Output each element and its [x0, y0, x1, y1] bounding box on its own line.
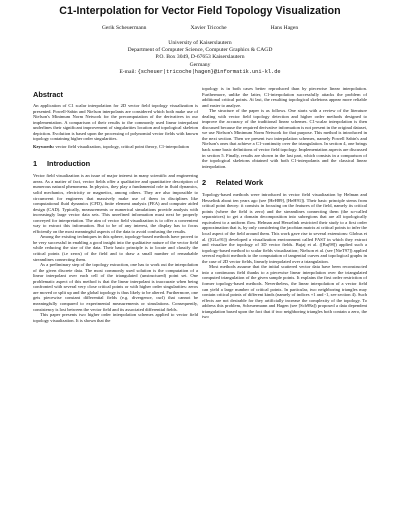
affiliation-address: P.O. Box 3049, D-67653 Kaiserslautern: [155, 54, 245, 61]
section-heading-introduction: [33, 159, 198, 168]
section-number: 1: [33, 159, 38, 169]
email-label: E-mail:: [119, 68, 137, 75]
affiliation-department: Department of Computer Science, Computer Graphics & CAGD: [127, 47, 273, 54]
paragraph: The structure of the paper is as follows. One starts with a review of the literature dealing with vector field topology detection and higher order methods designed to improve the accuracy of the traditional linear schemes. C1-scalar interpolation is then discussed because the required derivative information is not present in the original dataset, we use Nielson's Minimum Norm Network for that purpose. This method is introduced in the next section. Then we present two interpolation schemes, namely Powell Sabin's and Nielson's ones that achieve a C1-continuity over the triangulation. In section 4, one brings back some basic definitions of vector field topology. Implementation aspects are discussed in section 5. Finally, results are shown in the last part, which consists in a comparison of the topological skeletons obtained with both C1-interpolants and the classical linear interpolation.: [202, 108, 367, 169]
paragraph: Topology-based methods were introduced in vector field visualization by Helman and Hesselink about ten years ago (see [HeH89], [HeH91]). Their basic principle stems from critical point theory: it consists in focusing on the features of the field, namely its critical points (where the field is zero) and the streamlines connecting them (the so-called separatrices) to get a domain decomposition into subregions that are all topologically equivalent to a uniform flow. Helman and Hesselink restricted their study to a first order approximation that is, by only considering the jacobian matrix at critical points to infer the local aspect of the field around them. This work gave rise to several extensions: Globus et al. ([GLo91]) developed a visualization environment called FAST in which they extract and visualize the topology of 3D vector fields. Bujaj et al. ([Buj98]) applied such a topology-based method to scalar fields visualization; Nielson et al. (see [NieT97]) applied several explicit methods to the computation of tangential curves and topological graphs in the case of 2D vector fields, linearly interpolated over a triangulation.: [202, 192, 367, 264]
left-column: [33, 90, 198, 323]
related-work-body: [202, 192, 367, 320]
right-column: [202, 86, 367, 320]
paragraph: topology is in both cases better reproduced than by piecewise linear interpolation. Furthermore, unlike the latter, C1-interpolation successfully attacks the problem of additional critical points. At last, the resulting topological skeletons appear more reliable and easier to analyze.: [202, 86, 367, 108]
keywords-label: Keywords:: [33, 143, 55, 149]
keywords-line: [33, 144, 198, 150]
email-address: {scheuer|tricoche|hagen}@informatik.uni-kl.de: [137, 68, 281, 75]
affiliation-university: University of Kaiserslautern: [168, 40, 232, 46]
affiliation-country: Germany: [189, 61, 211, 68]
section-title: Introduction: [47, 159, 91, 169]
abstract-text: An application of C1 scalar interpolation for 2D vector field topology visualization is presented. Powell-Sabin and Nielson interpolants are considered which both make use of Nielson's Minimum Norm Network for the precomputation of the derivatives in our implementation. A comparison of their results to the commonly used linear interpolant underlines their significant improvement of singularities location and topological skeleton depiction. Evolution is based upon the processing of polynomial vector fields with known topology containing higher order singularities.: [33, 103, 198, 142]
affiliation-block: [0, 40, 400, 76]
abstract-heading: Abstract: [33, 90, 63, 99]
author-name: Hans Hagen: [270, 25, 299, 31]
paragraph: Among the existing techniques in this sphere, topology-based methods have proved to be very successful in enabling a good insight into the qualitative nature of the vector field while reducing the size of the data. Their basic principle is to locate and classify the critical points (i.e zeros) of the field and to draw a small number of remarkable streamlines connecting them.: [33, 234, 198, 262]
affiliation-email: [0, 69, 400, 76]
introduction-body: [33, 173, 198, 323]
section-number: 2: [202, 178, 207, 188]
author-list: [0, 25, 400, 31]
paper-title: C1-Interpolation for Vector Field Topology Visualization: [59, 5, 341, 17]
section-title: Related Work: [216, 178, 264, 188]
keywords-text: vector field visualization, topology, critical point theory, C1-interpolation: [55, 143, 189, 149]
paragraph: Most methods assume that the initial scattered vector data have been reconstructed into a continuous field thanks to a piecewise linear interpolation over the triangulated computed triangulation of the given sample points. It explains the first order restriction of former topology-based methods. Nevertheless, the linear interpolation of a vector field can yield a large number of critical points. In particular, two neighboring triangles may contain critical points of different kinds (namely of indices +1 and -1, see section 4). Such effects are not desirable for they artificially increase the complexity of the topology. To address this problem, Scheuermann and Hagen (see [Sch98a]) proposed a data dependent triangulation based upon the fact that if two neighboring triangles both contain a zero, the two: [202, 264, 367, 320]
section-heading-related-work: [202, 178, 367, 187]
author-name: Gerik Scheuermann: [101, 25, 147, 31]
paragraph: As a preliminary step of the topology extraction, one has to work out the interpolation of the given discrete data. The most commonly used solution is the computation of a linear interpolant over each cell of the triangulated (unstructured) point set. One problematic aspect of this method is that the linear interpolant is inaccurate when being confronted with several very close critical points or with higher order singularities: zeros are moved or split up and the global topology is thus likely to be altered. Furthermore, one gets piecewise constant differential fields (e.g. divergence, curl) that cannot be meaningfully compared to experimental measurements or simulations. Consequently, consistency is lost between the vector field and its associated differential fields.: [33, 262, 198, 312]
paragraph: This paper presents two higher order interpolation schemes applied to vector field topology visualization. It is shown that the: [33, 312, 198, 323]
paragraph: Vector field visualization is an issue of major interest in many scientific and engineering areas. As a matter of fact, vector fields offer a qualitative and quantitative description of numerous natural phenomena. In physics, they play a fundamental role in fluid dynamics, solid mechanics, electricity or magnetics, among others. They are also impossible to circumvent for engineers that massively make use of them in disciplines like computational fluid dynamics (CFD), finite element analysis (FEA) and computer aided design (CAD). Typically, measurements or numerical simulations provide analysts with increasingly large vector data sets. This unrefined information must next be properly conveyed for interpretation. The aim of vector field visualization is to offer a convenient way to extract this information. But to be of any interest, the display has to focus efficiently on the most meaningful aspects of the data to avoid confusing the results.: [33, 173, 198, 234]
author-name: Xavier Tricoche: [190, 25, 227, 31]
